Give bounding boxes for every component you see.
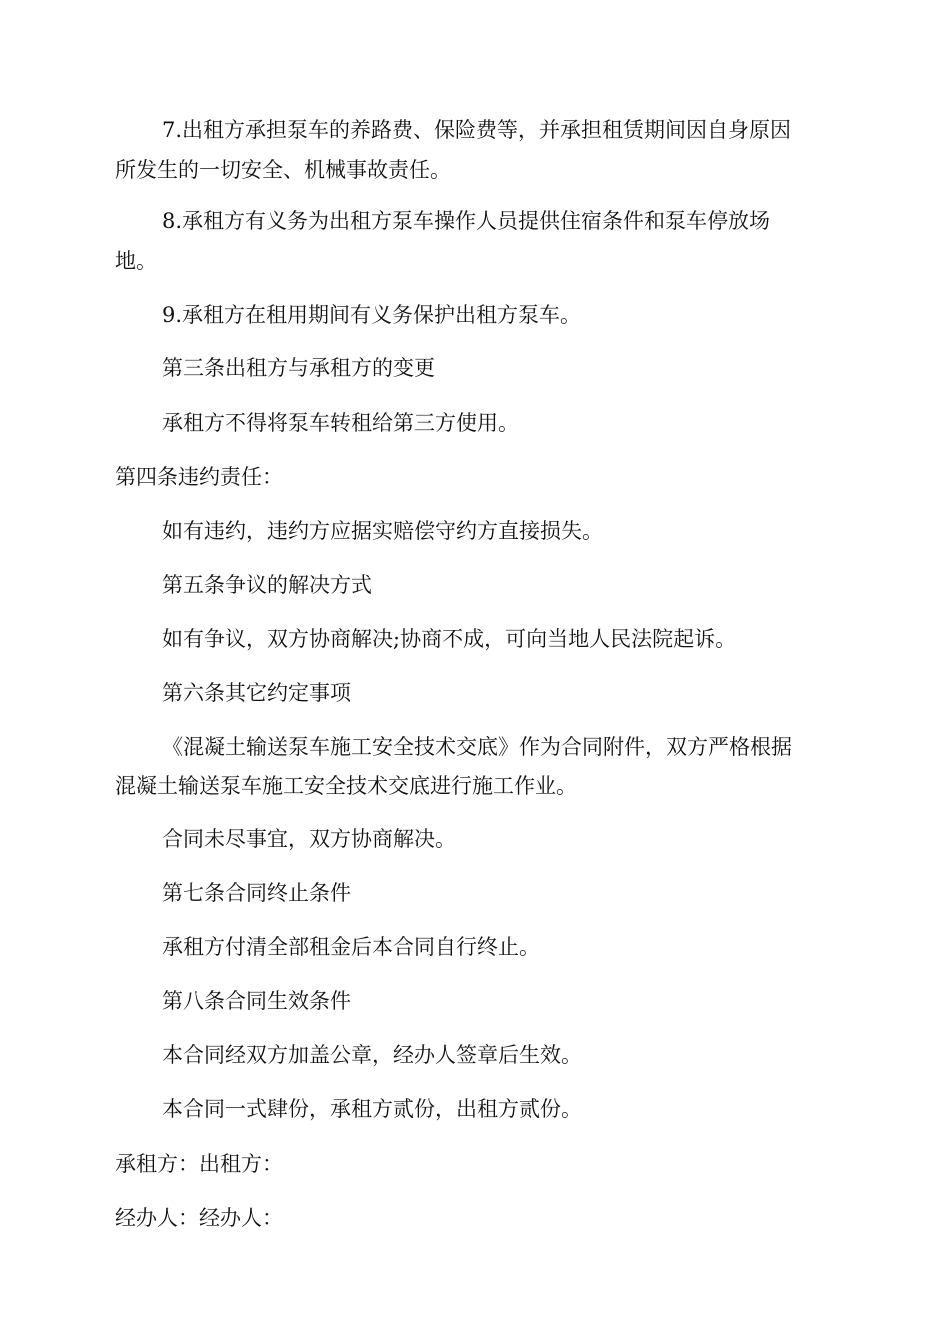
article-8-text-2: 本合同一式肆份，承租方贰份，出租方贰份。 <box>162 1097 582 1121</box>
article-4-heading: 第四条违约责任： <box>115 465 283 489</box>
article-4-text: 如有违约，违约方应据实赔偿守约方直接损失。 <box>162 519 603 543</box>
article-6-text-line-1: 《混凝土输送泵车施工安全技术交底》作为合同附件，双方严格根据 <box>162 735 792 759</box>
clause-7-line-1: 7.出租方承担泵车的养路费、保险费等，并承担租赁期间因自身原因 <box>162 118 792 142</box>
article-3-heading: 第三条出租方与承租方的变更 <box>162 356 435 380</box>
signature-parties: 承租方：出租方： <box>115 1152 283 1176</box>
article-6-text-2: 合同未尽事宜，双方协商解决。 <box>162 827 456 851</box>
article-6-heading: 第六条其它约定事项 <box>162 681 351 705</box>
clause-9: 9.承租方在租用期间有义务保护出租方泵车。 <box>162 303 582 327</box>
clause-8-line-1: 8.承租方有义务为出租方泵车操作人员提供住宿条件和泵车停放场 <box>162 209 771 233</box>
clause-7-line-2: 所发生的一切安全、机械事故责任。 <box>115 158 451 182</box>
article-5-heading: 第五条争议的解决方式 <box>162 573 372 597</box>
clause-8-line-2: 地。 <box>115 249 157 273</box>
article-3-text: 承租方不得将泵车转租给第三方使用。 <box>162 411 519 435</box>
article-8-text-1: 本合同经双方加盖公章，经办人签章后生效。 <box>162 1043 582 1067</box>
article-7-text: 承租方付清全部租金后本合同自行终止。 <box>162 935 540 959</box>
article-6-text-line-2: 混凝土输送泵车施工安全技术交底进行施工作业。 <box>115 774 577 798</box>
signature-agents: 经办人：经办人： <box>115 1206 283 1230</box>
article-8-heading: 第八条合同生效条件 <box>162 989 351 1013</box>
article-5-text: 如有争议，双方协商解决;协商不成，可向当地人民法院起诉。 <box>162 627 737 651</box>
article-7-heading: 第七条合同终止条件 <box>162 881 351 905</box>
